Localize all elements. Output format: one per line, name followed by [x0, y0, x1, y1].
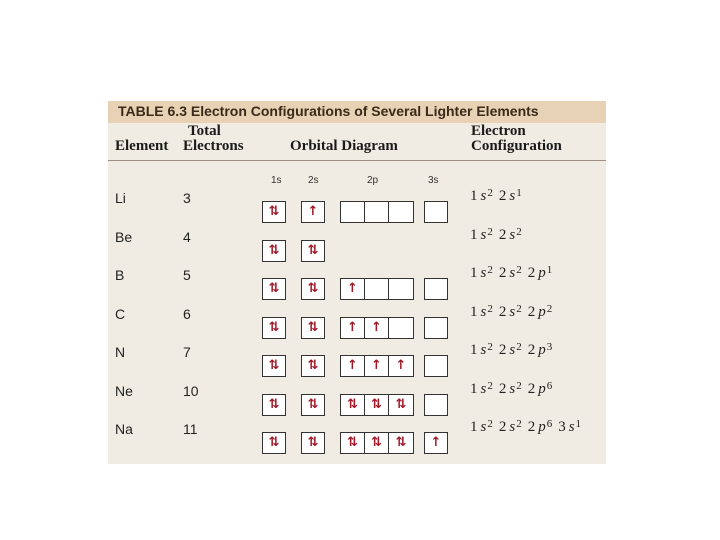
config-term [528, 342, 553, 358]
subshell-letter: s [480, 419, 487, 435]
shell-number: 2 [527, 342, 536, 358]
config-term [499, 304, 522, 320]
shell-number: 1 [470, 227, 478, 243]
shell-number: 2 [498, 227, 507, 243]
orbital-box-2s: ⇅ [301, 394, 325, 416]
electron-count: 2 [487, 380, 493, 392]
orbital-box-1s: ⇅ [262, 355, 286, 377]
shell-number: 1 [470, 304, 478, 320]
orbital-box-2p [341, 202, 365, 222]
orbital-box-3s [424, 278, 448, 300]
electron-count: 2 [487, 264, 493, 276]
orbital-box-3s [424, 394, 448, 416]
subshell-letter: s [509, 227, 516, 243]
subshell-letter: p [538, 342, 546, 358]
electron-configuration [470, 227, 522, 244]
orbital-box-3s [424, 317, 448, 339]
orbital-box-1s: ⇅ [262, 394, 286, 416]
subshell-letter: s [509, 304, 516, 320]
orbital-box-2p: ↑ [341, 279, 365, 299]
shell-number: 2 [498, 419, 507, 435]
orbital-box-2p [389, 318, 413, 338]
orbital-box-2p: ⇅ [365, 395, 389, 415]
shell-number: 1 [470, 419, 478, 435]
orbital-group-2p [340, 317, 414, 339]
orbital-box-1s: ⇅ [262, 201, 286, 223]
header-element: Element [115, 138, 169, 154]
subshell-letter: s [509, 381, 516, 397]
orbital-group-2p [340, 432, 414, 454]
shell-number: 2 [527, 265, 536, 281]
electron-count: 6 [546, 380, 553, 392]
subshell-label-1s: 1s [271, 175, 282, 186]
config-term [528, 265, 553, 281]
config-term [558, 419, 581, 435]
electron-count: 2 [487, 341, 493, 353]
orbital-box-2s: ⇅ [301, 355, 325, 377]
shell-number: 2 [498, 265, 507, 281]
electron-count: 2 [546, 303, 553, 315]
header-total-line1: Total [188, 123, 221, 139]
electron-count: 1 [575, 418, 582, 430]
shell-number: 2 [498, 304, 507, 320]
orbital-box-2p: ⇅ [395, 435, 407, 450]
total-electrons: 4 [183, 229, 191, 245]
orbital-box-2p: ↑ [341, 356, 365, 376]
shell-number: 2 [498, 381, 507, 397]
config-term [528, 304, 553, 320]
electron-count: 2 [516, 341, 522, 353]
orbital-box-2p: ⇅ [395, 397, 407, 412]
header-orbital-diagram: Orbital Diagram [290, 138, 398, 154]
orbital-box-2s: ↑ [301, 201, 325, 223]
subshell-letter: p [538, 304, 546, 320]
config-term [528, 419, 553, 435]
electron-count: 1 [516, 187, 522, 199]
subshell-letter: p [538, 381, 546, 397]
subshell-letter: s [480, 381, 487, 397]
shell-number: 1 [470, 381, 478, 397]
orbital-group-2p [340, 394, 414, 416]
shell-number: 1 [470, 342, 478, 358]
config-term [470, 188, 493, 204]
orbital-box-2p [389, 202, 413, 222]
element-symbol: N [115, 344, 126, 360]
total-electrons: 11 [183, 421, 198, 437]
subshell-letter: s [480, 304, 487, 320]
electron-count: 2 [516, 226, 522, 238]
electron-configuration [470, 381, 552, 398]
electron-configuration [470, 304, 552, 321]
electron-count: 1 [546, 264, 553, 276]
subshell-label-3s: 3s [428, 175, 439, 186]
subshell-letter: s [509, 265, 516, 281]
header-total-line2: Electrons [183, 138, 244, 154]
subshell-letter: s [509, 419, 516, 435]
subshell-letter: s [509, 342, 516, 358]
element-symbol: Li [115, 190, 126, 206]
total-electrons: 6 [183, 306, 191, 322]
electron-count: 2 [516, 418, 522, 430]
orbital-box-2p: ⇅ [341, 395, 365, 415]
orbital-box-2p: ⇅ [365, 433, 389, 453]
shell-number: 2 [527, 381, 536, 397]
orbital-box-1s: ⇅ [262, 278, 286, 300]
config-term [470, 304, 493, 320]
electron-configuration [470, 342, 552, 359]
orbital-box-3s: ↑ [424, 432, 448, 454]
shell-number: 2 [527, 419, 536, 435]
orbital-box-2p: ↑ [365, 318, 389, 338]
subshell-letter: s [509, 188, 516, 204]
orbital-box-2p: ↑ [365, 356, 389, 376]
element-symbol: B [115, 267, 125, 283]
table-title: TABLE 6.3 Electron Configurations of Several Lighter Elements [118, 103, 539, 119]
element-symbol: Be [115, 229, 133, 245]
config-term [499, 419, 522, 435]
orbital-box-2p [365, 202, 389, 222]
orbital-box-3s [424, 201, 448, 223]
orbital-box-2p: ⇅ [341, 433, 365, 453]
element-symbol: Na [115, 421, 133, 437]
orbital-box-2s: ⇅ [301, 240, 325, 262]
electron-count: 2 [487, 303, 493, 315]
shell-number: 1 [470, 265, 478, 281]
electron-count: 2 [516, 303, 522, 315]
header-rule [108, 160, 606, 161]
config-term [470, 265, 493, 281]
orbital-box-3s [424, 355, 448, 377]
config-term [499, 188, 522, 204]
orbital-box-2p [365, 279, 389, 299]
orbital-group-2p [340, 278, 414, 300]
total-electrons: 7 [183, 344, 191, 360]
header-config-line1: Electron [471, 123, 526, 139]
electron-count: 2 [516, 380, 522, 392]
orbital-box-2p: ↑ [395, 358, 407, 373]
subshell-letter: p [538, 265, 546, 281]
shell-number: 2 [527, 304, 536, 320]
header-config-line2: Configuration [471, 138, 562, 154]
orbital-group-2p [340, 355, 414, 377]
subshell-letter: s [568, 419, 575, 435]
total-electrons: 5 [183, 267, 191, 283]
config-term [528, 381, 553, 397]
shell-number: 2 [498, 188, 507, 204]
subshell-label-2p: 2p [367, 175, 379, 186]
subshell-letter: s [480, 265, 487, 281]
config-term [499, 265, 522, 281]
table-title-bar [108, 101, 606, 123]
config-term [499, 227, 522, 243]
config-term [470, 381, 493, 397]
orbital-box-1s: ⇅ [262, 240, 286, 262]
config-term [499, 342, 522, 358]
electron-count: 2 [516, 264, 522, 276]
subshell-letter: s [480, 227, 487, 243]
orbital-group-2p [340, 201, 414, 223]
electron-count: 2 [487, 187, 493, 199]
orbital-box-2p [389, 279, 413, 299]
element-symbol: C [115, 306, 126, 322]
electron-count: 6 [546, 418, 553, 430]
config-term [470, 342, 493, 358]
orbital-box-2s: ⇅ [301, 432, 325, 454]
orbital-box-2s: ⇅ [301, 317, 325, 339]
shell-number: 1 [470, 188, 478, 204]
subshell-letter: s [480, 188, 487, 204]
electron-configuration [470, 419, 581, 436]
orbital-box-2p: ↑ [341, 318, 365, 338]
electron-config-table [108, 101, 606, 464]
orbital-box-2s: ⇅ [301, 278, 325, 300]
subshell-letter: p [538, 419, 546, 435]
shell-number: 3 [558, 419, 566, 435]
config-term [470, 227, 493, 243]
total-electrons: 10 [183, 383, 199, 399]
shell-number: 2 [498, 342, 507, 358]
total-electrons: 3 [183, 190, 191, 206]
element-symbol: Ne [115, 383, 133, 399]
config-term [470, 419, 493, 435]
config-term [499, 381, 522, 397]
electron-count: 2 [487, 226, 493, 238]
orbital-box-1s: ⇅ [262, 317, 286, 339]
electron-count: 3 [546, 341, 553, 353]
electron-configuration [470, 265, 552, 282]
electron-count: 2 [487, 418, 493, 430]
electron-configuration [470, 188, 522, 205]
orbital-box-1s: ⇅ [262, 432, 286, 454]
subshell-letter: s [480, 342, 487, 358]
subshell-label-2s: 2s [308, 175, 319, 186]
